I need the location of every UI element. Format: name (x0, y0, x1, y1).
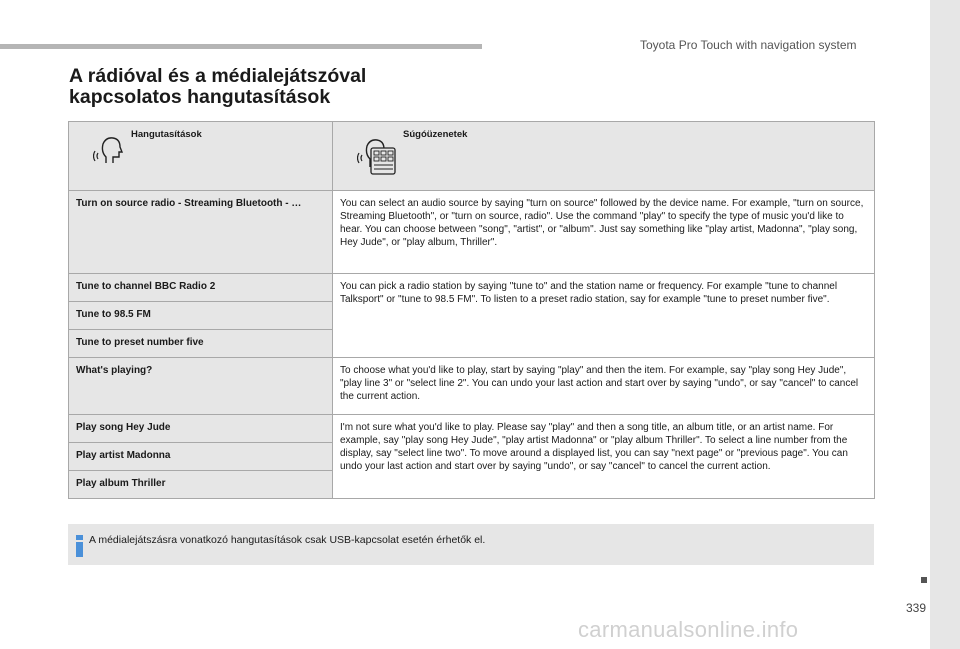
watermark: carmanualsonline.info (578, 617, 799, 642)
page-marker-dot (921, 577, 927, 583)
header-rule (0, 44, 482, 49)
page-title-line-2: kapcsolatos hangutasítások (69, 86, 331, 108)
column-header-commands-label: Hangutasítások (131, 129, 202, 140)
table-row (69, 191, 875, 274)
info-note (68, 524, 874, 565)
table-row (69, 415, 875, 443)
command-cell: Tune to 98.5 FM (69, 302, 333, 330)
speaking-head-icon (93, 134, 125, 166)
command-cell: Turn on source radio - Streaming Bluetooth - … (69, 191, 333, 274)
info-note-text: A médialejátszásra vonatkozó hangutasítások csak USB-kapcsolat esetén érhetők el. (89, 534, 486, 546)
voice-command-table (68, 121, 875, 499)
page-title (69, 66, 366, 108)
column-header-help-label: Súgóüzenetek (403, 129, 468, 140)
table-header-row (69, 122, 875, 191)
command-cell: What's playing? (69, 358, 333, 415)
command-cell: Play song Hey Jude (69, 415, 333, 443)
command-cell: Tune to preset number five (69, 330, 333, 358)
speaking-head-display-icon (357, 134, 397, 176)
column-header-help (333, 122, 875, 191)
info-icon (76, 535, 83, 557)
help-message-cell: You can select an audio source by saying "turn on source" followed by the device name. For example, "turn on source, Streaming Bluetooth", or "turn on source, radio". Use the command "play" to specify the type of music you'd like to hear. You can choose between "song", "artist", or "album". Just say something like "play artist, Madonna", "play song, Hey Jude", or "play album, Thriller". (333, 191, 875, 274)
page-title-line-1: A rádióval és a médialejátszóval (69, 65, 367, 87)
help-message-cell: To choose what you'd like to play, start by saying "play" and then the item. For example, say "play song Hey Jude", "play line 3" or "select line 2". You can undo your last action and start over by saying "undo", or say "cancel" to cancel the current action. (333, 358, 875, 415)
column-header-commands (69, 122, 333, 191)
help-message-cell: You can pick a radio station by saying "tune to" and the station name or frequency. For example "tune to channel Talksport" or "tune to 98.5 FM". To listen to a preset radio station, say for example "tune to preset number five". (333, 274, 875, 358)
table-row (69, 274, 875, 302)
table-row (69, 358, 875, 415)
running-header: Toyota Pro Touch with navigation system (640, 38, 857, 52)
command-cell: Play artist Madonna (69, 443, 333, 471)
page-number: 339 (906, 601, 927, 615)
command-cell: Tune to channel BBC Radio 2 (69, 274, 333, 302)
help-message-cell: I'm not sure what you'd like to play. Please say "play" and then a song title, an album title, or an artist name. For example, say "play song Hey Jude", "play artist Madonna" or "play album Thriller". To select a line number from the display, say "select line two". To move around a displayed list, you can say "next page" or "previous page". You can undo your last action and start over by saying "undo", or say "cancel" to cancel the current action. (333, 415, 875, 499)
command-cell: Play album Thriller (69, 471, 333, 499)
side-margin-bar (930, 0, 960, 649)
